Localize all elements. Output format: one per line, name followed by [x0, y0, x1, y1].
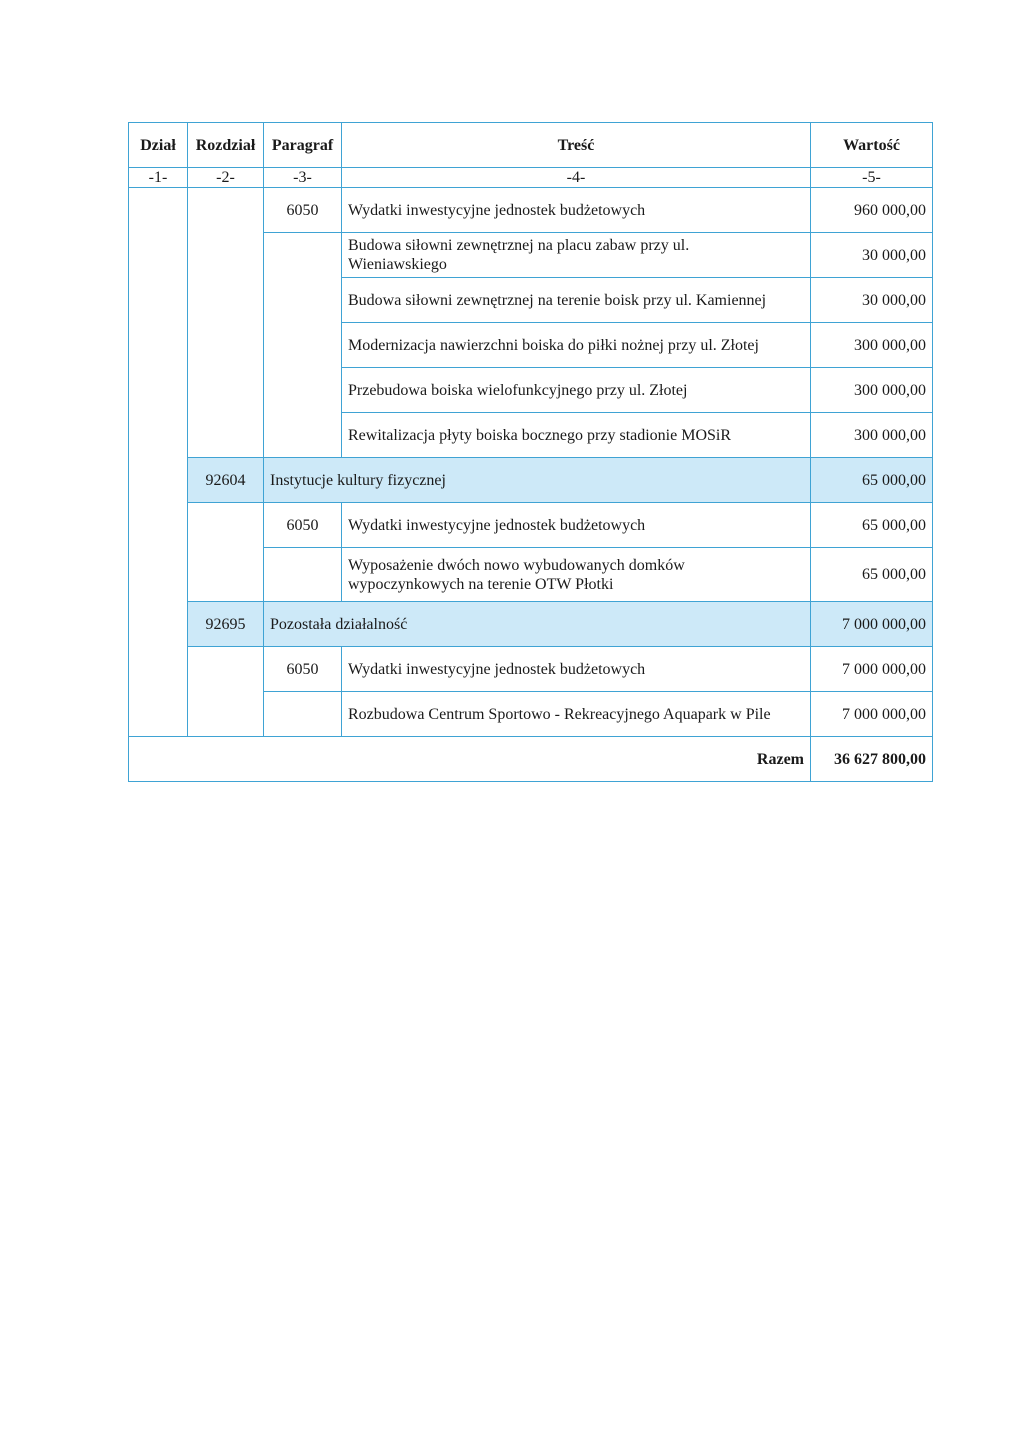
tresc-cell: Wydatki inwestycyjne jednostek budżetowych — [342, 188, 811, 233]
column-number-row — [129, 168, 933, 188]
wartosc-cell: 300 000,00 — [811, 323, 933, 368]
wartosc-cell: 300 000,00 — [811, 413, 933, 458]
wartosc-cell: 300 000,00 — [811, 368, 933, 413]
tresc-cell: Budowa siłowni zewnętrznej na terenie boisk przy ul. Kamiennej — [342, 278, 811, 323]
table-row — [129, 188, 933, 233]
paragraf-cell: 6050 — [264, 647, 342, 692]
tresc-cell — [342, 233, 811, 278]
tresc-cell: Wydatki inwestycyjne jednostek budżetowych — [342, 503, 811, 548]
header-wartosc: Wartość — [811, 123, 933, 168]
table-row — [129, 503, 933, 548]
tresc-cell: Przebudowa boiska wielofunkcyjnego przy ul. Złotej — [342, 368, 811, 413]
tresc-cell — [342, 548, 811, 602]
wartosc-cell: 30 000,00 — [811, 233, 933, 278]
tresc-cell: Modernizacja nawierzchni boiska do piłki nożnej przy ul. Złotej — [342, 323, 811, 368]
rozdzial-row — [129, 602, 933, 647]
tresc-cell: Rewitalizacja płyty boiska bocznego przy stadionie MOSiR — [342, 413, 811, 458]
tresc-line: Wieniawskiego — [348, 256, 447, 273]
wartosc-cell: 30 000,00 — [811, 278, 933, 323]
wartosc-cell: 65 000,00 — [811, 503, 933, 548]
wartosc-cell: 65 000,00 — [811, 548, 933, 602]
rozdzial-cell — [188, 503, 264, 602]
header-dzial: Dział — [129, 123, 188, 168]
tresc-line: wypoczynkowych na terenie OTW Płotki — [348, 575, 614, 593]
paragraf-cell — [264, 233, 342, 458]
paragraf-cell: 6050 — [264, 503, 342, 548]
col-number: -3- — [264, 168, 342, 188]
header-rozdzial: Rozdział — [188, 123, 264, 168]
total-row — [129, 737, 933, 782]
wartosc-cell: 960 000,00 — [811, 188, 933, 233]
col-number: -1- — [129, 168, 188, 188]
header-paragraf: Paragraf — [264, 123, 342, 168]
tresc-cell: Pozostała działalność — [264, 602, 811, 647]
header-row — [129, 123, 933, 168]
total-value: 36 627 800,00 — [811, 737, 933, 782]
header-tresc: Treść — [342, 123, 811, 168]
wartosc-cell: 7 000 000,00 — [811, 647, 933, 692]
total-label: Razem — [129, 737, 811, 782]
tresc-line: Wyposażenie dwóch nowo wybudowanych domków — [348, 556, 685, 574]
wartosc-cell: 7 000 000,00 — [811, 692, 933, 737]
tresc-cell: Rozbudowa Centrum Sportowo - Rekreacyjnego Aquapark w Pile — [342, 692, 811, 737]
paragraf-cell: 6050 — [264, 188, 342, 233]
col-number: -5- — [811, 168, 933, 188]
rozdzial-cell: 92604 — [188, 458, 264, 503]
rozdzial-cell — [188, 188, 264, 458]
budget-table — [128, 122, 933, 782]
paragraf-cell — [264, 548, 342, 602]
tresc-cell: Wydatki inwestycyjne jednostek budżetowych — [342, 647, 811, 692]
rozdzial-row — [129, 458, 933, 503]
tresc-line: Budowa siłowni zewnętrznej na placu zabaw przy ul. — [348, 237, 690, 254]
paragraf-cell — [264, 692, 342, 737]
rozdzial-cell: 92695 — [188, 602, 264, 647]
tresc-cell: Instytucje kultury fizycznej — [264, 458, 811, 503]
rozdzial-cell — [188, 647, 264, 737]
wartosc-cell: 65 000,00 — [811, 458, 933, 503]
col-number: -2- — [188, 168, 264, 188]
dzial-cell — [129, 188, 188, 737]
wartosc-cell: 7 000 000,00 — [811, 602, 933, 647]
table-row — [129, 647, 933, 692]
col-number: -4- — [342, 168, 811, 188]
